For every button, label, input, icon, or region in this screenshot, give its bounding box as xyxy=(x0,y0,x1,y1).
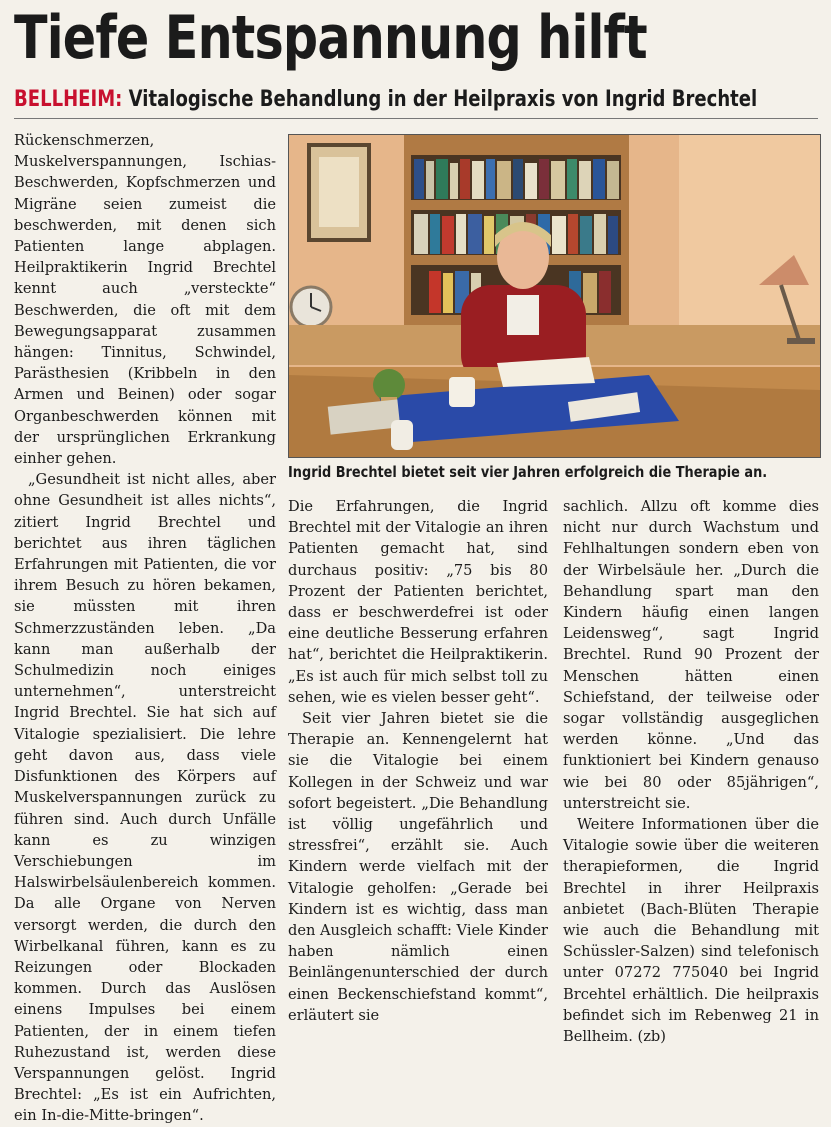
subheadline-text: Vitalogische Behandlung in der Heilpraxis von Ingrid Brechtel xyxy=(128,87,758,112)
office-scene-image xyxy=(289,135,820,457)
paragraph: sachlich. Allzu oft komme dies nicht nur durch Wachstum und Fehlhaltungen sondern eben von der Wirbelsäule her. „Durch die Behandlung spart man den Kindern häufig einen langen Leidensweg“, sagt Ingrid Brechtel. Rund 90 Prozent der Menschen hätten einen Schiefstand, der teilweise oder sogar vollständig ausgeglichen werden könne. „Und das funktioniert bei Kindern genauso wie bei 80 oder 85jährigen“, unterstreicht sie. xyxy=(563,498,819,812)
article-headline: Tiefe Entspannung hilft xyxy=(14,3,647,73)
header-rule xyxy=(14,118,818,119)
paragraph: Rückenschmerzen, Muskelverspannungen, Ischias-Beschwerden, Kopfschmerzen und Migräne seien zumeist die beschwerden, mit denen sich Patienten lange abplagen. Heilpraktikerin Ingrid Brechtel kennt auch „versteckte“ Beschwerden, die oft mit dem Bewegungsapparat zusammen hängen: Tinnitus, Schwindel, Parästhesien (Kribbeln in den Armen und Beinen) oder sogar Organbeschwerden können mit der ursprünglichen Erkrankung einher gehen. xyxy=(14,132,276,468)
article-subheadline xyxy=(14,85,758,115)
paragraph: Seit vier Jahren bietet sie die Therapie an. Kennengelernt hat sie die Vitalogie bei einem Kollegen in der Schweiz und war sofort begeistert. „Die Behandlung ist völlig ungefährlich und stressfrei“, erzählt sie. Auch Kindern werde vielfach mit der Vitalogie geholfen: „Gerade bei Kindern ist es wichtig, dass man den Ausgleich schafft: Viele Kinder haben nämlich einen Beinlängenunterschied der durch einen Beckenschiefstand kommt“, erläutert sie xyxy=(288,710,548,1024)
photo-caption: Ingrid Brechtel bietet seit vier Jahren erfolgreich die Therapie an. xyxy=(288,463,768,481)
article-photo xyxy=(288,134,821,458)
paragraph: Die Erfahrungen, die Ingrid Brechtel mit der Vitalogie an ihren Patienten gemacht hat, sind durchaus positiv: „75 bis 80 Prozent der Patienten berichtet, dass er beschwerdefrei ist oder eine deutliche Besserung erfahren hat“, berichtet die Heilpraktikerin. „Es ist auch für mich selbst toll zu sehen, wie es vielen besser geht“. xyxy=(288,498,548,706)
paragraph: Weitere Informationen über die Vitalogie sowie über die weiteren therapieformen, die Ingrid Brechtel in ihrer Heilpraxis anbietet (Bach-Blüten Therapie wie auch die Behandlung mit Schüssler-Salzen) sind telefonisch unter 07272 775040 bei Ingrid Brcehtel erhältlich. Die heilpraxis befindet sich im Rebenweg 21 in Bellheim. (zb) xyxy=(563,816,819,1046)
text-column-2 xyxy=(288,496,548,1026)
location-label: BELLHEIM: xyxy=(14,87,123,112)
text-column-3 xyxy=(563,496,819,1047)
paragraph: „Gesundheit ist nicht alles, aber ohne Gesundheit ist alles nichts“, zitiert Ingrid Brechtel und berichtet aus ihren täglichen Erfahrungen mit Patienten, die vor ihrem Besuch zu hören bekamen, sie müssten mit ihren Schmerzzuständen leben. „Da kann man außerhalb der Schulmedizin noch einiges unternehmen“, unterstreicht Ingrid Brechtel. Sie hat sich auf Vitalogie spezialisiert. Die lehre geht davon aus, dass viele Disfunktionen des Körpers auf Muskelverspannungen zurück zu führen sind. Auch durch Unfälle kann es zu winzigen Verschiebungen im Halswirbelsäulenbereich kommen. Da alle Organe von Nerven versorgt werden, die durch den Wirbelkanal führen, kann es zu Reizungen oder Blockaden kommen. Durch das Auslösen einens Impulses bei einem Patienten, der in einem tiefen Ruhezustand ist, werden diese Verspannungen gelöst. Ingrid Brechtel: „Es ist ein Aufrichten, ein In-die-Mitte-bringen“. xyxy=(14,471,276,1125)
text-column-1 xyxy=(14,130,276,1127)
